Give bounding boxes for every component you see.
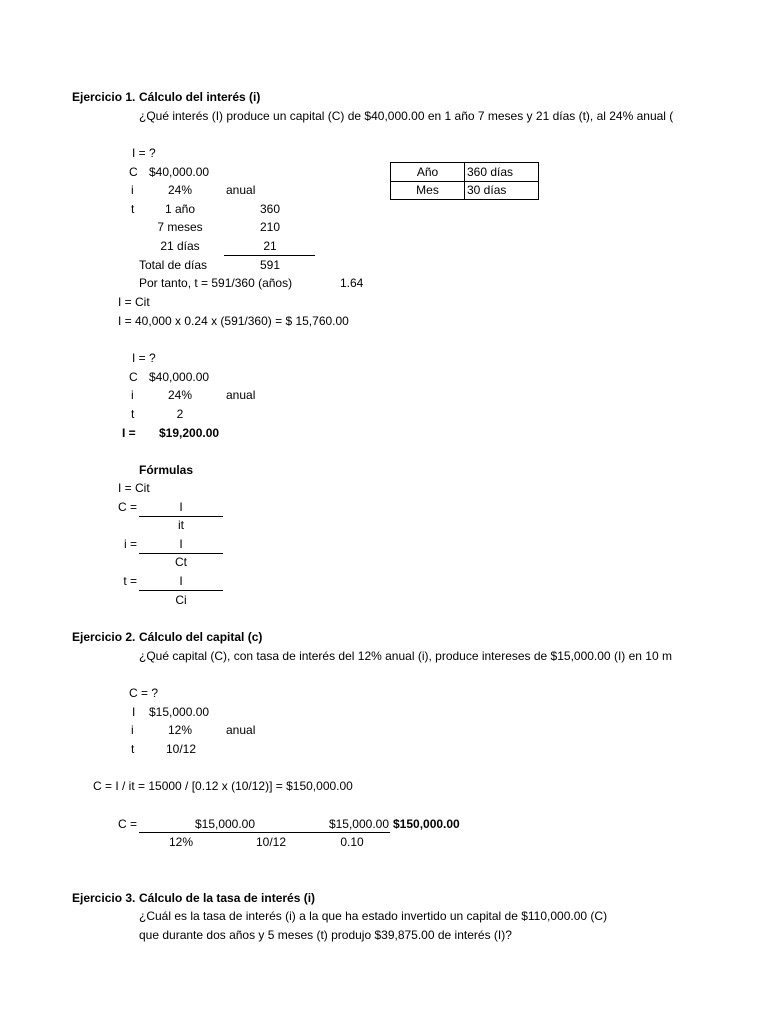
- formula-c-label: C =: [117, 500, 137, 514]
- ex1a-formula: I = Cit: [118, 295, 150, 309]
- formula-t-label: t =: [123, 574, 137, 588]
- ex1a-unknown: I = ?: [132, 146, 156, 160]
- ex2-heading: Ejercicio 2.: [72, 630, 136, 644]
- ex1a-total-value: 591: [259, 258, 281, 272]
- ex1a-t1-value: 360: [259, 202, 281, 216]
- ex2-i-label: I: [132, 705, 136, 719]
- ex2-formula: C = I / it = 15000 / [0.12 x (10/12)] = $150,000.00: [93, 779, 353, 793]
- ex2-calc-den1: 12%: [168, 835, 194, 849]
- table-cell-month: Mes: [416, 183, 439, 197]
- ex1b-c-label: C: [129, 370, 138, 384]
- table-cell-year: Año: [416, 165, 439, 179]
- ex1a-c-label: C: [129, 165, 138, 179]
- ex1a-t1: 1 año: [164, 202, 196, 216]
- ex2-calc-den2: 10/12: [255, 835, 287, 849]
- ex2-unknown: C = ?: [129, 686, 159, 700]
- ex1a-t2: 7 meses: [157, 220, 203, 234]
- formulas-title: Fórmulas: [139, 463, 194, 477]
- fraction-line: [139, 832, 390, 833]
- ex1a-t2-value: 210: [259, 220, 281, 234]
- ex2-question: ¿Qué capital (C), con tasa de interés del 12% anual (i), produce intereses de $15,000.00 (I) en 10 m: [139, 649, 672, 663]
- ex1b-c-value: $40,000.00: [149, 370, 210, 384]
- ex1b-i-unit: anual: [226, 388, 256, 402]
- ex2-calc-result: $150,000.00: [393, 817, 460, 831]
- ex1a-c-value: $40,000.00: [149, 165, 210, 179]
- ex1b-i-label: i: [131, 388, 134, 402]
- ex1a-i-value: 24%: [167, 183, 193, 197]
- ex2-calc-den3: 0.10: [340, 835, 364, 849]
- table-cell-month-days: 30 días: [467, 183, 507, 197]
- ex2-title: Cálculo del capital (c): [139, 630, 263, 644]
- table-cell-year-days: 360 días: [467, 165, 514, 179]
- ex3-question-line1: ¿Cuál es la tasa de interés (i) a la que ha estado invertido un capital de $110,000.00 (C): [139, 909, 608, 923]
- formula-i-den: Ct: [175, 555, 187, 569]
- formula-c-num: I: [179, 500, 183, 514]
- fraction-line: [139, 590, 223, 591]
- ex1-question: ¿Qué interés (I) produce un capital (C) de $40,000.00 en 1 año 7 meses y 21 días (t), al 24% anual (: [139, 109, 674, 123]
- ex3-question-line2: que durante dos años y 5 meses (t) produjo $39,875.00 de interés (I)?: [139, 928, 512, 942]
- ex2-calc-label: C =: [117, 817, 137, 831]
- ex1a-i-unit: anual: [226, 183, 256, 197]
- ex3-heading: Ejercicio 3.: [72, 891, 136, 905]
- formula-i-num: I: [179, 537, 183, 551]
- ex1a-result: I = 40,000 x 0.24 x (591/360) = $ 15,760.00: [118, 314, 349, 328]
- ex1b-i-value: 24%: [167, 388, 193, 402]
- ex2-calc-num1: $15,000.00: [194, 817, 256, 831]
- ex2-t-label: t: [131, 742, 135, 756]
- ex2-i-value: $15,000.00: [149, 705, 210, 719]
- formula-t-den: Ci: [175, 593, 187, 607]
- ex3-title: Cálculo de la tasa de interés (i): [139, 891, 316, 905]
- fraction-line: [139, 516, 223, 517]
- formula-c-den: it: [178, 518, 184, 532]
- ex1b-result-value: $19,200.00: [159, 426, 220, 440]
- ex1a-t3: 21 días: [160, 239, 200, 253]
- fraction-line: [139, 553, 223, 554]
- sum-line: [224, 255, 315, 256]
- ex1a-portanto: Por tanto, t = 591/360 (años): [139, 276, 293, 290]
- ex1a-portanto-value: 1.64: [340, 276, 364, 290]
- formula-t-num: I: [179, 574, 183, 588]
- ex2-rate-unit: anual: [226, 723, 256, 737]
- ex2-rate-label: i: [131, 723, 134, 737]
- ex1a-t3-value: 21: [263, 239, 277, 253]
- ex1b-result-label: I =: [122, 426, 136, 440]
- ex1-heading: Ejercicio 1.: [72, 90, 136, 104]
- ex1a-t-label: t: [131, 202, 135, 216]
- ex1b-t-label: t: [131, 407, 135, 421]
- ex2-rate-value: 12%: [167, 723, 193, 737]
- ex2-calc-num2: $15,000.00: [328, 817, 389, 831]
- ex1b-t-value: 2: [176, 407, 184, 421]
- ex2-t-value: 10/12: [165, 742, 197, 756]
- ex1b-unknown: I = ?: [132, 351, 156, 365]
- formula-i: I = Cit: [118, 481, 150, 495]
- conversion-table: [390, 162, 539, 200]
- ex1-title: Cálculo del interés (i): [139, 90, 261, 104]
- ex1a-i-label: i: [131, 183, 134, 197]
- ex1a-total-label: Total de días: [139, 258, 208, 272]
- formula-i-label: i =: [123, 537, 137, 551]
